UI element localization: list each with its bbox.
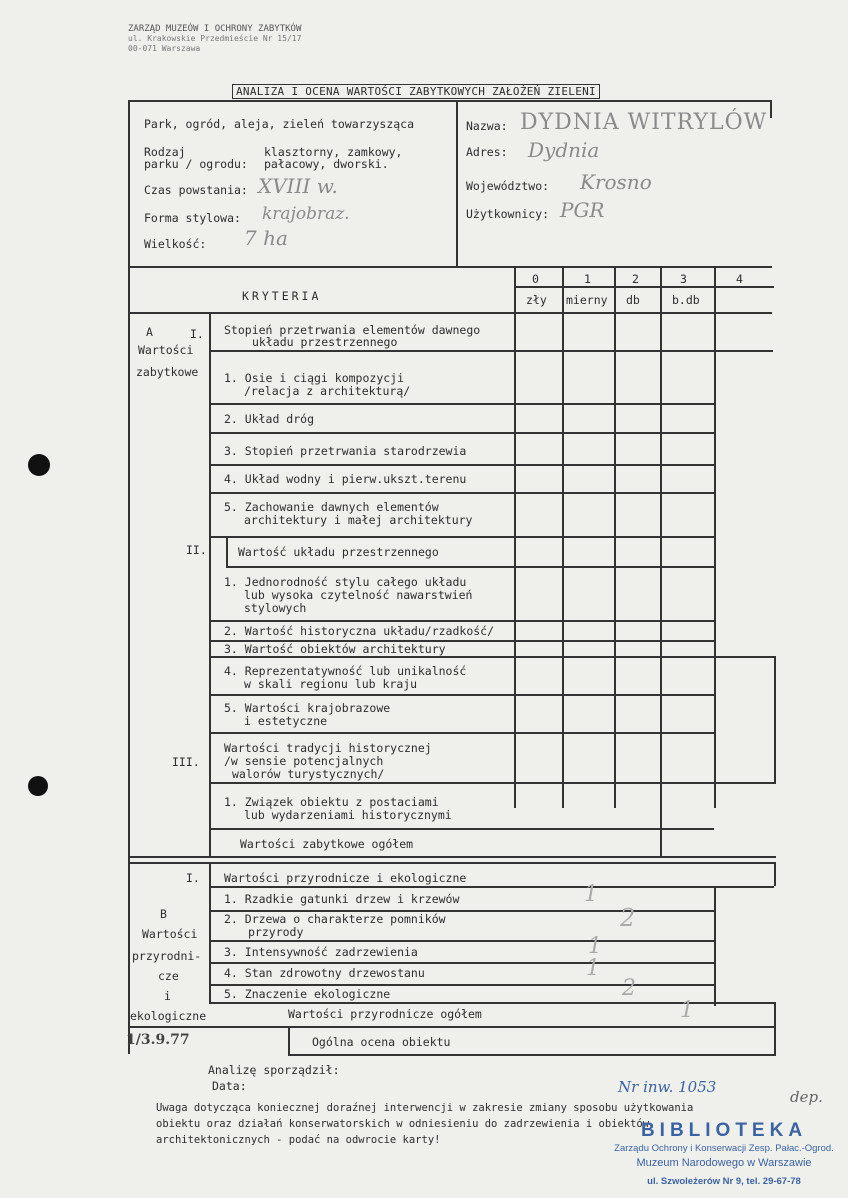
name-value: DYDNIA WITRYLÓW bbox=[520, 110, 768, 135]
park-type-heading: Park, ogród, aleja, zieleń towarzysząca bbox=[144, 117, 415, 131]
b-total: Wartości przyrodnicze ogółem bbox=[288, 1007, 482, 1021]
library-stamp bbox=[600, 1120, 848, 1193]
a-ii-item-5-line-1: 5. Wartości krajobrazowe bbox=[224, 701, 391, 715]
section-a-name-1: Wartości bbox=[138, 343, 194, 357]
section-b-name-4: i bbox=[164, 989, 171, 1003]
a-ii-item-3: 3. Wartość obiektów architektury bbox=[224, 642, 446, 656]
note-line-2: obiektu oraz działań konserwatorskich w odniesieniu do zadrzewienia i obiektów bbox=[156, 1118, 650, 1130]
size-value: 7 ha bbox=[244, 226, 288, 250]
section-a-letter: A bbox=[146, 325, 153, 339]
b-mark-5: 2 bbox=[622, 976, 636, 1001]
b-item-2: 2. Drzewa o charakterze pomników bbox=[224, 912, 446, 926]
score-2: 2 bbox=[632, 272, 639, 286]
section-a-name-2: zabytkowe bbox=[136, 365, 199, 379]
score-4: 4 bbox=[736, 272, 743, 286]
b-item-1: 1. Rzadkie gatunki drzew i krzewów bbox=[224, 892, 460, 906]
users-label: Użytkownicy: bbox=[466, 207, 550, 221]
a-i-item-5-line-1: 5. Zachowanie dawnych elementów bbox=[224, 500, 439, 514]
a-i-item-3: 3. Stopień przetrwania starodrzewia bbox=[224, 444, 467, 458]
voivodeship-value: Krosno bbox=[580, 170, 652, 194]
group-a-iii-title-2: /w sensie potencjalnych bbox=[224, 754, 384, 768]
score-label-0: zły bbox=[526, 293, 547, 307]
group-a-i-title-1: Stopień przetrwania elementów dawnego bbox=[224, 323, 481, 337]
score-label-2: db bbox=[626, 293, 640, 307]
a-i-item-5-line-2: architektury i małej architektury bbox=[244, 513, 473, 527]
a-ii-item-5-line-2: i estetyczne bbox=[244, 714, 328, 728]
b-item-3: 3. Intensywność zadrzewienia bbox=[224, 945, 418, 959]
prepared-by-label: Analizę sporządził: bbox=[208, 1063, 340, 1077]
group-b-i-number: I. bbox=[186, 871, 200, 885]
section-b-letter: B bbox=[160, 907, 167, 921]
score-3: 3 bbox=[680, 272, 687, 286]
b-mark-3: 1 bbox=[588, 934, 602, 959]
address-value: Dydnia bbox=[528, 138, 600, 162]
group-a-iii-title-3: walorów turystycznych/ bbox=[232, 767, 385, 781]
score-1: 1 bbox=[584, 272, 591, 286]
a-total: Wartości zabytkowe ogółem bbox=[240, 837, 414, 851]
score-label-1: mierny bbox=[566, 293, 608, 307]
a-ii-item-4-line-1: 4. Reprezentatywność lub unikalność bbox=[224, 664, 467, 678]
name-label: Nazwa: bbox=[466, 119, 508, 133]
b-mark-1: 1 bbox=[584, 882, 598, 907]
address-label: Adres: bbox=[466, 145, 508, 159]
date-label: Data: bbox=[212, 1079, 247, 1093]
b-item-5: 5. Znaczenie ekologiczne bbox=[224, 987, 391, 1001]
a-ii-item-1-line-2: lub wysoka czytelność nawarstwień bbox=[244, 588, 473, 602]
note-line-1: Uwaga dotycząca koniecznej doraźnej interwencji w zakresie zmiany sposobu użytkowania bbox=[156, 1102, 694, 1114]
group-a-i-number: I. bbox=[190, 327, 204, 341]
punch-hole-top bbox=[28, 454, 50, 476]
dep-note: dep. bbox=[790, 1088, 823, 1106]
library-line-2: Muzeum Narodowego w Warszawie bbox=[636, 1157, 812, 1169]
stamp-line-3: 00-071 Warszawa bbox=[128, 44, 201, 53]
inventory-number: Nr inw. 1053 bbox=[618, 1078, 717, 1096]
stamp-line-1: ZARZĄD MUZEÓW I OCHRONY ZABYTKÓW bbox=[128, 24, 302, 34]
library-line-1: Zarządu Ochrony i Konserwacji Zesp. Pałac.-Ogrod. bbox=[614, 1143, 834, 1154]
score-0: 0 bbox=[532, 272, 539, 286]
a-i-item-4: 4. Układ wodny i pierw.ukszt.terenu bbox=[224, 472, 467, 486]
b-item-2-line-2: przyrody bbox=[248, 925, 304, 939]
group-a-ii-number: II. bbox=[186, 543, 207, 557]
created-value: XVIII w. bbox=[258, 174, 338, 198]
overall-label: Ogólna ocena obiektu bbox=[312, 1035, 451, 1049]
section-b-name-2: przyrodni- bbox=[132, 949, 202, 963]
section-b-name-3: cze bbox=[158, 969, 179, 983]
stamp-line-2: ul. Krakowskie Przedmieście Nr 15/17 bbox=[128, 34, 302, 43]
criteria-label: KRYTERIA bbox=[242, 289, 322, 303]
section-b-name-1: Wartości bbox=[142, 927, 198, 941]
created-label: Czas powstania: bbox=[144, 183, 248, 197]
b-mark-4: 1 bbox=[586, 956, 600, 981]
group-a-ii-title: Wartość układu przestrzennego bbox=[238, 545, 439, 559]
group-a-i-title-2: układu przestrzennego bbox=[252, 335, 398, 349]
library-title: BIBLIOTEKA bbox=[640, 1120, 808, 1141]
b-total-mark: 1 bbox=[680, 998, 694, 1023]
a-i-item-2: 2. Układ dróg bbox=[224, 412, 315, 426]
library-line-3: ul. Szwoleżerów Nr 9, tel. 29-67-78 bbox=[647, 1176, 801, 1187]
section-b-name-5: ekologiczne bbox=[130, 1009, 207, 1023]
institution-stamp bbox=[128, 24, 301, 54]
a-iii-item-1-line-1: 1. Związek obiektu z postaciami bbox=[224, 795, 439, 809]
score-label-3: b.db bbox=[672, 293, 700, 307]
a-ii-item-1-line-1: 1. Jednorodność stylu całego układu bbox=[224, 575, 467, 589]
voivodeship-label: Województwo: bbox=[466, 179, 550, 193]
style-value: krajobraz. bbox=[262, 204, 350, 224]
kind-label-2: parku / ogrodu: bbox=[144, 157, 248, 171]
note-line-3: architektonicznych - podać na odwrocie karty! bbox=[156, 1134, 441, 1146]
group-b-i-title: Wartości przyrodnicze i ekologiczne bbox=[224, 871, 467, 885]
size-label: Wielkość: bbox=[144, 237, 207, 251]
users-value: PGR bbox=[560, 198, 605, 222]
form-title: ANALIZA I OCENA WARTOŚCI ZABYTKOWYCH ZAŁOŻEŃ ZIELENI bbox=[232, 84, 600, 99]
a-i-item-1-line-2: /relacja z architekturą/ bbox=[244, 384, 411, 398]
b-item-4: 4. Stan zdrowotny drzewostanu bbox=[224, 966, 425, 980]
a-ii-item-2: 2. Wartość historyczna układu/rzadkość/ bbox=[224, 624, 495, 638]
a-ii-item-4-line-2: w skali regionu lub kraju bbox=[244, 677, 418, 691]
group-a-iii-number: III. bbox=[172, 755, 200, 769]
a-iii-item-1-line-2: lub wydarzeniami historycznymi bbox=[244, 808, 452, 822]
kind-label-1: Rodzaj bbox=[144, 145, 186, 159]
kind-value-2: pałacowy, dworski. bbox=[264, 157, 389, 171]
style-label: Forma stylowa: bbox=[144, 211, 241, 225]
kind-value-1: klasztorny, zamkowy, bbox=[264, 145, 403, 159]
a-ii-item-1-line-3: stylowych bbox=[244, 601, 307, 615]
b-mark-2: 2 bbox=[620, 904, 636, 932]
date-note: 1/3.9.77 bbox=[126, 1032, 190, 1048]
a-i-item-1-line-1: 1. Osie i ciągi kompozycji bbox=[224, 371, 405, 385]
group-a-iii-title-1: Wartości tradycji historycznej bbox=[224, 741, 432, 755]
punch-hole-bottom bbox=[28, 776, 48, 796]
